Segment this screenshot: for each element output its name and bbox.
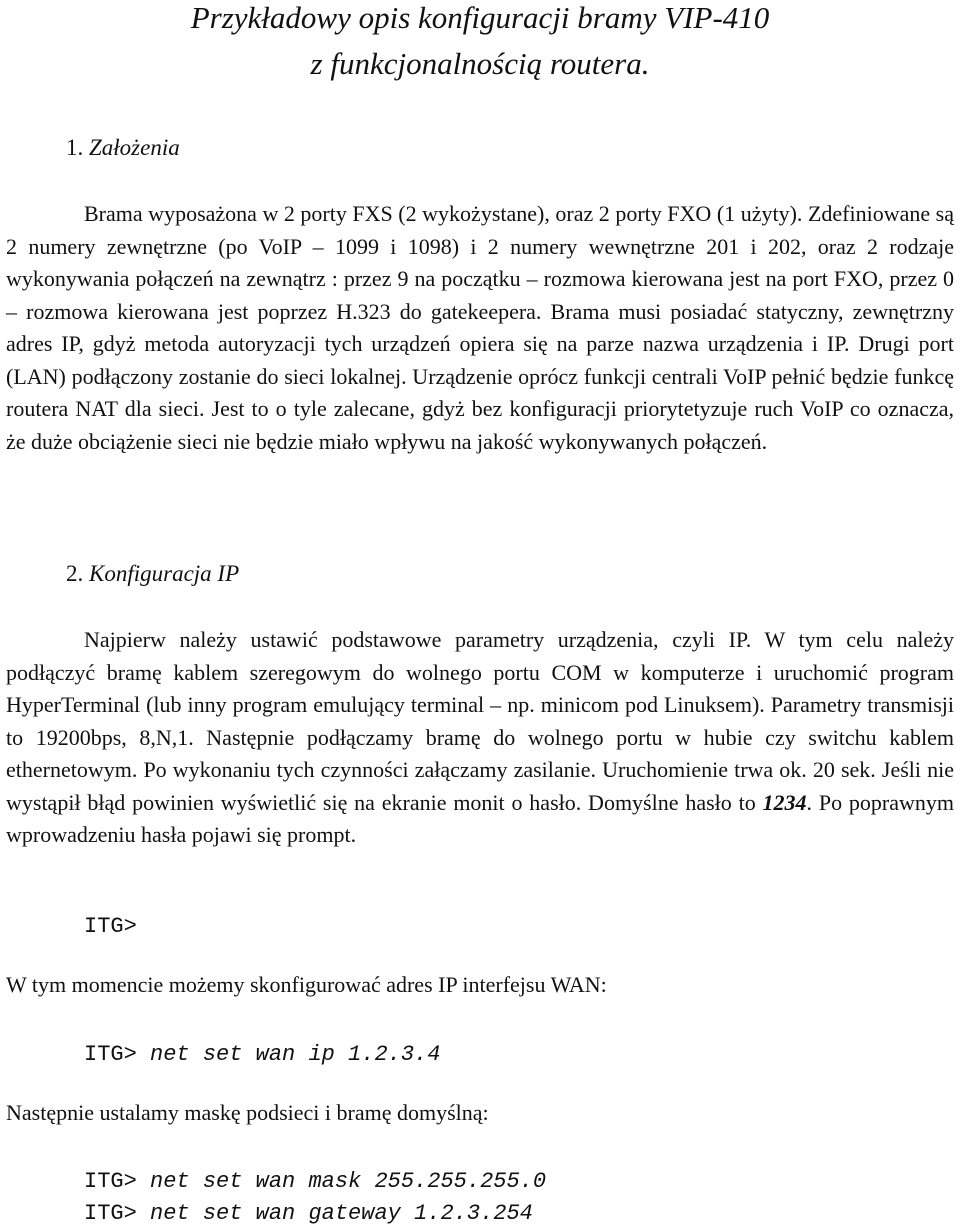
mask-intro-text: Następnie ustalamy maskę podsieci i bramę domyślną: — [6, 1100, 489, 1125]
command-prompt: ITG> — [84, 1201, 137, 1226]
document-title-line-2: z funkcjonalnością routera. — [310, 46, 650, 81]
command-text: net set wan ip 1.2.3.4 — [150, 1042, 441, 1067]
section-1-paragraph: Brama wyposażona w 2 porty FXS (2 wykożystane), oraz 2 porty FXO (1 użyty). Zdefiniowane są 2 numery zewnętrzne (po VoIP – 1099 i 1098) i 2 numery wewnętrzne 201 i 202, oraz 2 rodzaje wykonywania połączeń na zewnątrz : przez 9 na początku – rozmowa kierowana jest na port FXO, przez 0 – rozmowa kierowana jest poprzez H.323 do gatekeepera. Brama musi posiadać statyczny, zewnętrzny adres IP, gdyż metoda autoryzacji tych urządzeń opiera się na parze nazwa urządzenia i IP. Drugi port (LAN) podłączony zostanie do sieci lokalnej. Urządzenie oprócz funkcji centrali VoIP pełnić będzie funkcę routera NAT dla sieci. Jest to o tyle zalecane, gdyż bez konfiguracji priorytetyzuje ruch VoIP co oznacza, że duże obciążenie sieci nie będzie miało wpływu na jakość wykonywanych połączeń. — [6, 201, 954, 454]
command-wan-gateway — [84, 1199, 533, 1229]
command-prompt: ITG> — [84, 1169, 137, 1194]
command-text: net set wan gateway 1.2.3.254 — [150, 1201, 533, 1226]
command-text: net set wan mask 255.255.255.0 — [150, 1169, 547, 1194]
section-2-paragraph-tail: . Po poprawnym wprowadzeniu hasła pojawi się prompt. — [6, 789, 955, 847]
document-title-line-1: Przykładowy opis konfiguracji bramy VIP-410 — [190, 0, 770, 35]
command-wan-ip — [84, 1040, 440, 1070]
section-2-paragraph — [6, 624, 954, 852]
terminal-prompt: ITG> — [84, 914, 137, 939]
command-wan-mask — [84, 1167, 546, 1197]
section-1-heading — [66, 134, 180, 162]
default-password: 1234 — [762, 789, 807, 815]
section-2-paragraph-text: Najpierw należy ustawić podstawowe parametry urządzenia, czyli IP. W tym celu należy podłączyć bramę kablem szeregowym do wolnego portu COM w komputerze i uruchomić program HyperTerminal (lub inny program emulujący terminal – np. minicom pod Linuksem). Parametry transmisji to 19200bps, 8,N,1. Następnie podłączamy bramę do wolnego portu w hubie czy switchu kablem ethernetowym. Po wykonaniu tych czynności załączamy zasilanie. Uruchomienie trwa ok. 20 sek. Jeśli nie wystąpił błąd powinien wyświetlić się na ekranie monit o hasło. Domyślne hasło to — [6, 627, 954, 815]
section-1-title: Założenia — [89, 135, 180, 160]
section-2-heading — [66, 560, 239, 588]
command-prompt: ITG> — [84, 1042, 137, 1067]
section-2-title: Konfiguracja IP — [89, 561, 240, 586]
wan-intro-text: W tym momencie możemy skonfigurować adres IP interfejsu WAN: — [6, 972, 607, 997]
section-1-number: 1. — [66, 135, 84, 160]
section-2-number: 2. — [66, 561, 84, 586]
